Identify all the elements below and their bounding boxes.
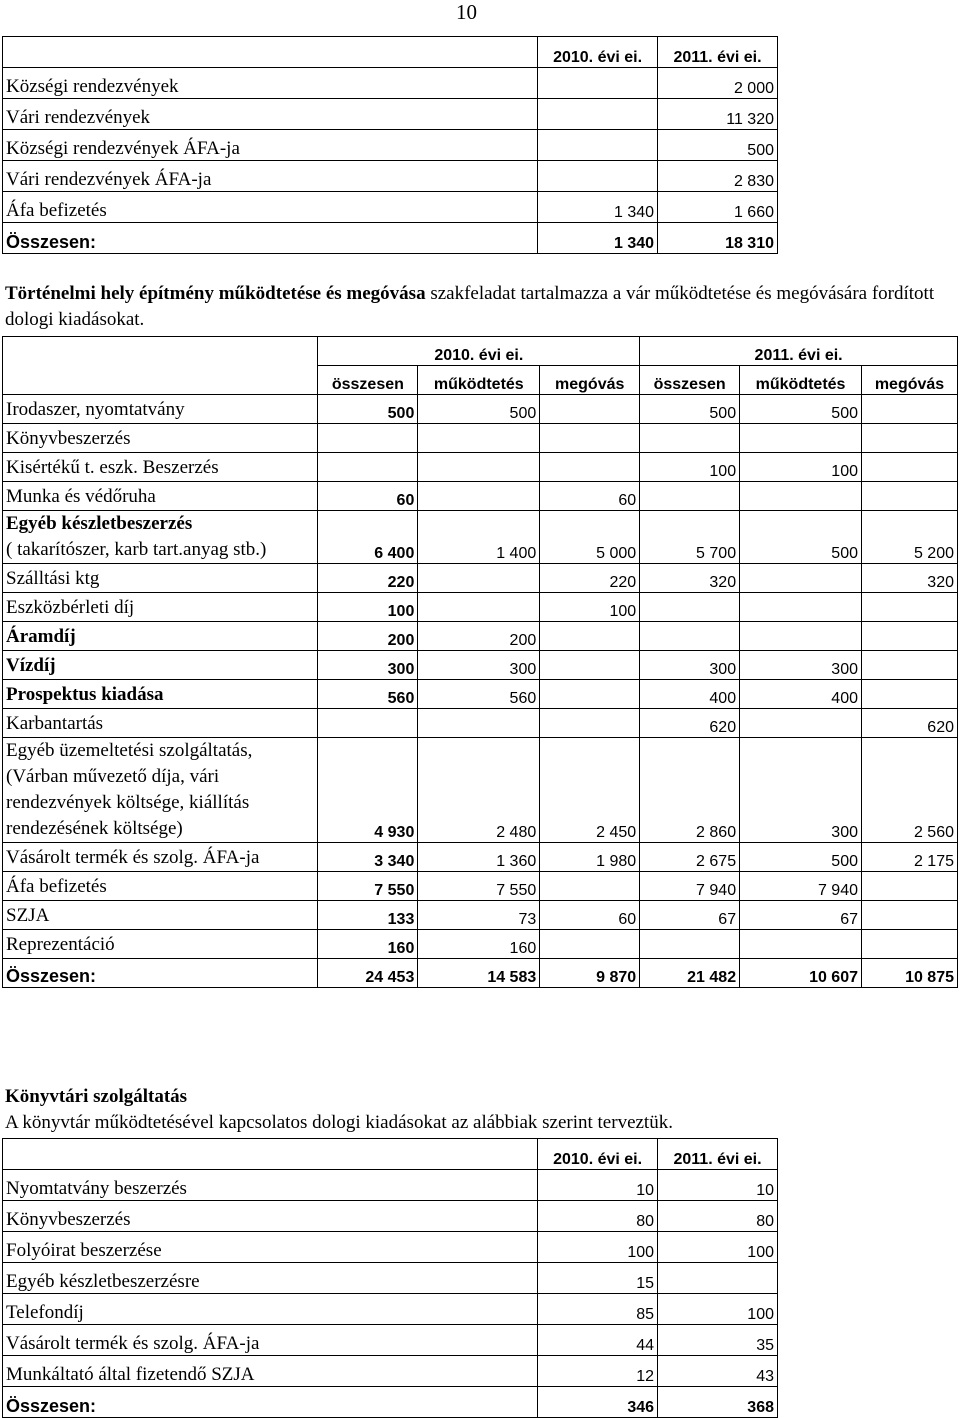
header-2011: 2011. évi ei. bbox=[658, 37, 778, 68]
row-label: Prospektus kiadása bbox=[3, 680, 318, 709]
cell-value bbox=[418, 564, 540, 593]
library-text: A könyvtár működtetésével kapcsolatos dologi kiadásokat az alábbiak szerint terveztük. bbox=[5, 1112, 673, 1133]
cell-value bbox=[740, 622, 862, 651]
cell-value: 300 bbox=[740, 651, 862, 680]
cell-value bbox=[640, 593, 740, 622]
table-row bbox=[3, 161, 778, 192]
cell-value bbox=[318, 453, 418, 482]
year-header-row bbox=[3, 337, 958, 366]
row-label-bold: Egyéb készletbeszerzés bbox=[6, 513, 193, 534]
row-label: Nyomtatvány beszerzés bbox=[3, 1170, 538, 1201]
value-2010 bbox=[538, 68, 658, 99]
cell-value: 300 bbox=[740, 738, 862, 843]
cell-value bbox=[540, 651, 640, 680]
cell-value bbox=[862, 901, 958, 930]
cell-value: 300 bbox=[640, 651, 740, 680]
row-label: Eszközbérleti díj bbox=[3, 593, 318, 622]
cell-value: 300 bbox=[318, 651, 418, 680]
value-2010 bbox=[538, 130, 658, 161]
total-value: 10 875 bbox=[862, 959, 958, 988]
cell-value: 100 bbox=[640, 453, 740, 482]
library-table bbox=[2, 1138, 778, 1418]
row-label: Szálltási ktg bbox=[3, 564, 318, 593]
cell-value: 500 bbox=[740, 843, 862, 872]
cell-value bbox=[418, 482, 540, 511]
cell-value bbox=[418, 424, 540, 453]
value-2010: 10 bbox=[538, 1170, 658, 1201]
cell-value: 500 bbox=[318, 395, 418, 424]
cell-value bbox=[740, 424, 862, 453]
row-label: Reprezentáció bbox=[3, 930, 318, 959]
header-2010: 2010. évi ei. bbox=[318, 337, 640, 366]
header-empty-cell bbox=[3, 37, 538, 68]
value-2010 bbox=[538, 161, 658, 192]
cell-value bbox=[862, 482, 958, 511]
cell-value: 67 bbox=[640, 901, 740, 930]
value-2010 bbox=[538, 99, 658, 130]
cell-value bbox=[740, 482, 862, 511]
total-label: Összesen: bbox=[3, 959, 318, 988]
row-label: Könyvbeszerzés bbox=[3, 424, 318, 453]
total-value: 24 453 bbox=[318, 959, 418, 988]
cell-value bbox=[540, 424, 640, 453]
cell-value: 200 bbox=[418, 622, 540, 651]
cell-value: 300 bbox=[418, 651, 540, 680]
cell-value: 2 450 bbox=[540, 738, 640, 843]
value-2010: 80 bbox=[538, 1201, 658, 1232]
cell-value bbox=[740, 709, 862, 738]
cell-value: 220 bbox=[540, 564, 640, 593]
row-label: Vásárolt termék és szolg. ÁFA-ja bbox=[3, 1325, 538, 1356]
table-row bbox=[3, 738, 958, 843]
cell-value bbox=[640, 482, 740, 511]
cell-value: 1 360 bbox=[418, 843, 540, 872]
row-label: Karbantartás bbox=[3, 709, 318, 738]
library-section bbox=[5, 1084, 953, 1136]
cell-value: 320 bbox=[640, 564, 740, 593]
total-2010: 346 bbox=[538, 1387, 658, 1418]
sub-header: megóvás bbox=[540, 366, 640, 395]
value-2011: 2 000 bbox=[658, 68, 778, 99]
table-row bbox=[3, 395, 958, 424]
table-row bbox=[3, 680, 958, 709]
table-row bbox=[3, 130, 778, 161]
total-row bbox=[3, 1387, 778, 1418]
cell-value bbox=[640, 930, 740, 959]
table-row bbox=[3, 564, 958, 593]
header-2010: 2010. évi ei. bbox=[538, 37, 658, 68]
total-value: 14 583 bbox=[418, 959, 540, 988]
cell-value: 2 860 bbox=[640, 738, 740, 843]
cell-value: 500 bbox=[740, 511, 862, 564]
page-number: 10 bbox=[456, 0, 477, 24]
value-2010: 85 bbox=[538, 1294, 658, 1325]
value-2011: 1 660 bbox=[658, 192, 778, 223]
header-2010: 2010. évi ei. bbox=[538, 1139, 658, 1170]
cell-value: 620 bbox=[862, 709, 958, 738]
cell-value bbox=[318, 709, 418, 738]
castle-paragraph-bold: Történelmi hely építmény működtetése és megóvása bbox=[5, 283, 426, 304]
sub-header: működtetés bbox=[418, 366, 540, 395]
value-2010: 100 bbox=[538, 1232, 658, 1263]
row-label bbox=[3, 511, 318, 564]
total-value: 9 870 bbox=[540, 959, 640, 988]
cell-value bbox=[862, 453, 958, 482]
cell-value bbox=[862, 622, 958, 651]
cell-value bbox=[418, 709, 540, 738]
sub-header: összesen bbox=[318, 366, 418, 395]
cell-value bbox=[540, 622, 640, 651]
cell-value: 6 400 bbox=[318, 511, 418, 564]
header-2011: 2011. évi ei. bbox=[640, 337, 958, 366]
value-2010: 12 bbox=[538, 1356, 658, 1387]
cell-value bbox=[862, 395, 958, 424]
row-label: Áfa befizetés bbox=[3, 192, 538, 223]
table-row bbox=[3, 453, 958, 482]
cell-value: 100 bbox=[540, 593, 640, 622]
row-label-detail: ( takarítószer, karb tart.anyag stb.) bbox=[6, 539, 267, 560]
cell-value bbox=[418, 593, 540, 622]
cell-value bbox=[862, 651, 958, 680]
table-row bbox=[3, 843, 958, 872]
cell-value: 560 bbox=[418, 680, 540, 709]
value-2011: 43 bbox=[658, 1356, 778, 1387]
cell-value bbox=[540, 395, 640, 424]
table-row bbox=[3, 424, 958, 453]
table-row bbox=[3, 482, 958, 511]
cell-value: 200 bbox=[318, 622, 418, 651]
row-label: Vári rendezvények ÁFA-ja bbox=[3, 161, 538, 192]
cell-value: 400 bbox=[640, 680, 740, 709]
cell-value bbox=[418, 453, 540, 482]
cell-value bbox=[540, 872, 640, 901]
value-2011 bbox=[658, 1263, 778, 1294]
cell-value bbox=[740, 930, 862, 959]
cell-value: 1 400 bbox=[418, 511, 540, 564]
sub-header: működtetés bbox=[740, 366, 862, 395]
row-label: Irodaszer, nyomtatvány bbox=[3, 395, 318, 424]
cell-value: 620 bbox=[640, 709, 740, 738]
table-row bbox=[3, 1232, 778, 1263]
castle-costs-table bbox=[2, 336, 958, 988]
cell-value: 500 bbox=[740, 395, 862, 424]
cell-value: 5 700 bbox=[640, 511, 740, 564]
library-body bbox=[3, 1170, 778, 1387]
cell-value: 60 bbox=[540, 901, 640, 930]
row-label: Vízdíj bbox=[3, 651, 318, 680]
sub-header: összesen bbox=[640, 366, 740, 395]
cell-value: 7 550 bbox=[418, 872, 540, 901]
cell-value: 1 980 bbox=[540, 843, 640, 872]
cell-value: 400 bbox=[740, 680, 862, 709]
cell-value bbox=[540, 930, 640, 959]
header-empty-cell bbox=[3, 337, 318, 395]
table-row bbox=[3, 622, 958, 651]
table-row bbox=[3, 99, 778, 130]
table-row bbox=[3, 709, 958, 738]
row-label: Egyéb üzemeltetési szolgáltatás, (Várban művezető díja, vári rendezvények költsége, kiállítás rendezésének költsége) bbox=[3, 738, 318, 843]
row-label: Egyéb készletbeszerzésre bbox=[3, 1263, 538, 1294]
cell-value bbox=[862, 680, 958, 709]
cell-value: 2 480 bbox=[418, 738, 540, 843]
cell-value: 2 675 bbox=[640, 843, 740, 872]
value-2010: 1 340 bbox=[538, 192, 658, 223]
cell-value: 7 940 bbox=[740, 872, 862, 901]
cell-value: 4 930 bbox=[318, 738, 418, 843]
cell-value: 2 175 bbox=[862, 843, 958, 872]
row-label: Telefondíj bbox=[3, 1294, 538, 1325]
cell-value bbox=[318, 424, 418, 453]
row-label: Községi rendezvények bbox=[3, 68, 538, 99]
total-row bbox=[3, 223, 778, 254]
value-2011: 80 bbox=[658, 1201, 778, 1232]
cell-value: 73 bbox=[418, 901, 540, 930]
castle-paragraph-text: szakfeladat tartalmazza a vár működtetése és megóvására fordított dologi kiadásokat. bbox=[5, 283, 935, 330]
cell-value bbox=[862, 930, 958, 959]
row-label: Munka és védőruha bbox=[3, 482, 318, 511]
total-value: 10 607 bbox=[740, 959, 862, 988]
total-label: Összesen: bbox=[3, 223, 538, 254]
row-label: Könyvbeszerzés bbox=[3, 1201, 538, 1232]
total-2011: 18 310 bbox=[658, 223, 778, 254]
table-row bbox=[3, 1263, 778, 1294]
table-row bbox=[3, 192, 778, 223]
table-row bbox=[3, 651, 958, 680]
table-row bbox=[3, 1294, 778, 1325]
value-2011: 10 bbox=[658, 1170, 778, 1201]
table-row bbox=[3, 872, 958, 901]
cell-value: 5 000 bbox=[540, 511, 640, 564]
cell-value bbox=[640, 622, 740, 651]
cell-value: 160 bbox=[418, 930, 540, 959]
row-label: Áramdíj bbox=[3, 622, 318, 651]
castle-costs-body bbox=[3, 395, 958, 959]
row-label: Áfa befizetés bbox=[3, 872, 318, 901]
value-2011: 100 bbox=[658, 1294, 778, 1325]
cell-value: 500 bbox=[418, 395, 540, 424]
cell-value bbox=[740, 593, 862, 622]
library-title: Könyvtári szolgáltatás bbox=[5, 1086, 188, 1107]
total-value: 21 482 bbox=[640, 959, 740, 988]
table-row bbox=[3, 593, 958, 622]
header-empty-cell bbox=[3, 1139, 538, 1170]
cell-value bbox=[862, 872, 958, 901]
cell-value: 100 bbox=[318, 593, 418, 622]
cell-value bbox=[540, 680, 640, 709]
events-table bbox=[2, 36, 778, 254]
cell-value: 60 bbox=[540, 482, 640, 511]
value-2011: 2 830 bbox=[658, 161, 778, 192]
table-row bbox=[3, 68, 778, 99]
cell-value bbox=[862, 593, 958, 622]
cell-value: 220 bbox=[318, 564, 418, 593]
table-header-row bbox=[3, 37, 778, 68]
sub-header: megóvás bbox=[862, 366, 958, 395]
table-row bbox=[3, 1201, 778, 1232]
value-2010: 15 bbox=[538, 1263, 658, 1294]
table-row bbox=[3, 1356, 778, 1387]
row-label: Munkáltató által fizetendő SZJA bbox=[3, 1356, 538, 1387]
total-label: Összesen: bbox=[3, 1387, 538, 1418]
cell-value: 5 200 bbox=[862, 511, 958, 564]
cell-value: 100 bbox=[740, 453, 862, 482]
cell-value bbox=[540, 453, 640, 482]
value-2011: 11 320 bbox=[658, 99, 778, 130]
table-row bbox=[3, 901, 958, 930]
cell-value: 2 560 bbox=[862, 738, 958, 843]
table-row bbox=[3, 1325, 778, 1356]
table-header-row bbox=[3, 1139, 778, 1170]
cell-value: 320 bbox=[862, 564, 958, 593]
cell-value: 67 bbox=[740, 901, 862, 930]
cell-value: 60 bbox=[318, 482, 418, 511]
value-2011: 500 bbox=[658, 130, 778, 161]
row-label: SZJA bbox=[3, 901, 318, 930]
cell-value: 560 bbox=[318, 680, 418, 709]
row-label: Kisértékű t. eszk. Beszerzés bbox=[3, 453, 318, 482]
value-2010: 44 bbox=[538, 1325, 658, 1356]
cell-value: 7 940 bbox=[640, 872, 740, 901]
cell-value: 133 bbox=[318, 901, 418, 930]
value-2011: 100 bbox=[658, 1232, 778, 1263]
row-label: Folyóirat beszerzése bbox=[3, 1232, 538, 1263]
total-2010: 1 340 bbox=[538, 223, 658, 254]
cell-value bbox=[540, 709, 640, 738]
cell-value: 3 340 bbox=[318, 843, 418, 872]
total-2011: 368 bbox=[658, 1387, 778, 1418]
row-label: Vári rendezvények bbox=[3, 99, 538, 130]
cell-value bbox=[640, 424, 740, 453]
cell-value: 500 bbox=[640, 395, 740, 424]
value-2011: 35 bbox=[658, 1325, 778, 1356]
header-2011: 2011. évi ei. bbox=[658, 1139, 778, 1170]
cell-value bbox=[740, 564, 862, 593]
castle-paragraph bbox=[5, 281, 953, 333]
table-row bbox=[3, 511, 958, 564]
row-label: Községi rendezvények ÁFA-ja bbox=[3, 130, 538, 161]
total-row bbox=[3, 959, 958, 988]
cell-value: 160 bbox=[318, 930, 418, 959]
table-row bbox=[3, 930, 958, 959]
table-row bbox=[3, 1170, 778, 1201]
row-label: Vásárolt termék és szolg. ÁFA-ja bbox=[3, 843, 318, 872]
cell-value bbox=[862, 424, 958, 453]
cell-value: 7 550 bbox=[318, 872, 418, 901]
